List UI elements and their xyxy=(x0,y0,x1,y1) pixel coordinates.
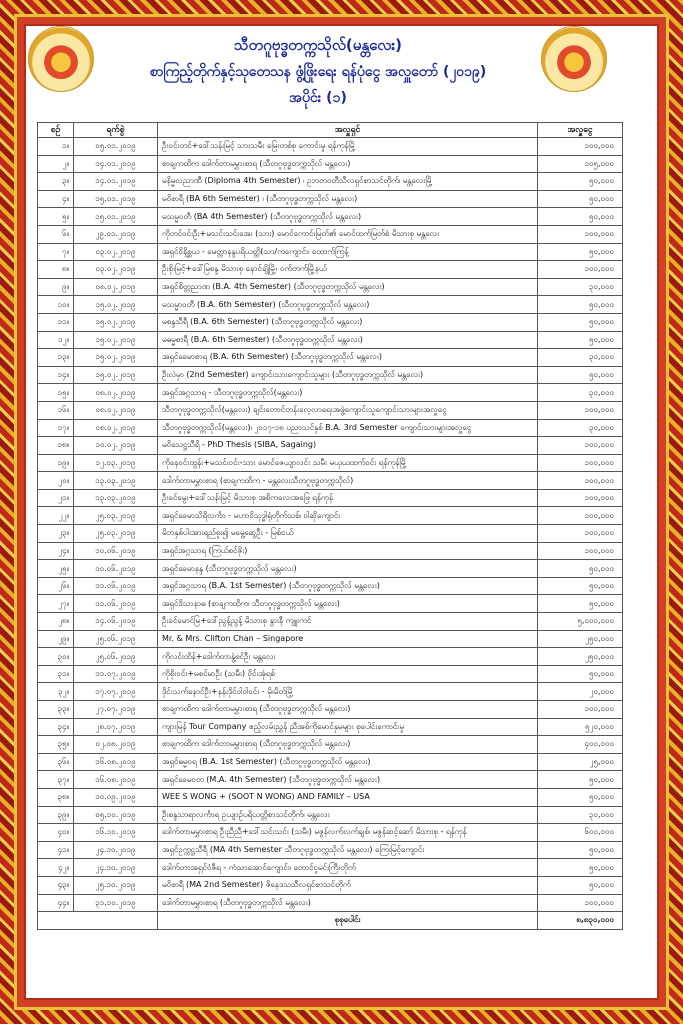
table-row xyxy=(38,736,623,754)
row-number: ၁၅။ xyxy=(38,384,74,402)
row-amount: ၄၀၀,၀၀၀ xyxy=(538,736,623,754)
row-amount: ၅၀,၀၀၀ xyxy=(538,595,623,613)
row-date: ၂၅.၀၃.၂၀၁၉ xyxy=(74,525,158,543)
row-date: ၁၁.၀၆.၂၀၁၉ xyxy=(74,595,158,613)
total-row xyxy=(38,912,623,930)
row-donor: အရှင်အဂ္ဂသာရ - သီတဂူဗုဒ္ဓတက္ကသိုလ်(မန္တလေး) xyxy=(158,384,538,402)
row-number: ၂၅။ xyxy=(38,560,74,578)
row-number: ၂၆။ xyxy=(38,577,74,595)
row-amount: ၁၀၀,၀၀၀ xyxy=(538,437,623,455)
row-donor: ဒေါက်တာမမွှားစာရ (သီတဂူဗုဒ္ဓတက္ကသိုလ် မန္တလေး) xyxy=(158,894,538,912)
row-donor: မိဘနှစ်ပါးအားရည်စူး၍ မမွေ့ဆွေဦး - မြစ်ငယ် xyxy=(158,525,538,543)
row-donor: သီတဂူဗုဒ္ဓတက္ကသိုလ်(မန္တလေး) ချင်းတောင်တန်းလေ့လာရေးအဖွဲ့ကျောင်းသူကျောင်းသားများအလှူငွေ xyxy=(158,401,538,419)
table-row xyxy=(38,753,623,771)
row-donor: ကျားမြန် Tour Company ဧည့်လမ်းညွှန် ညီအစ်ကိုမောင်နှမများ စုပေါင်းကောင်းမှု xyxy=(158,718,538,736)
row-donor: ဦးစိုးမြင့်+ဒေါ်မြစန္ဒ မိသားစု နောင်ချိုမြို့၊ ဝက်တက်မြို့နယ် xyxy=(158,261,538,279)
row-date: ၁၅.၀၂.၂၀၁၉ xyxy=(74,313,158,331)
row-donor: ကိုတင်ဝင်းဦး+မသင်းသင်းအေး (သား) မောင်ကောင်းမြတ်၏ မောင်ထက်မြတ်စံ မိသားစု မန္တလေး xyxy=(158,225,538,243)
row-number: ၁၄။ xyxy=(38,366,74,384)
row-donor: ဦးစန္ဒသာရာလင်္ကာရ ဥယျာဉ်ပရိယတ္တိစာသင်တိုက်၊ မန္တလေး xyxy=(158,806,538,824)
row-amount: ၅၀,၀၀၀ xyxy=(538,560,623,578)
row-date: ၂၉.၀၁.၂၀၁၉ xyxy=(74,225,158,243)
row-number: ၁၉။ xyxy=(38,454,74,472)
row-donor: မဝိသေဋ္ဌသီရိ - PhD Thesis (SIBA, Sagaing) xyxy=(158,437,538,455)
donation-table xyxy=(37,122,623,930)
row-donor: မဝိစာရီ (BA 6th Semester) ၊ (သီတဂူဗုဒ္ဓတက္ကသိုလ် မန္တလေး) xyxy=(158,190,538,208)
row-date: ၁၅.၀၂.၂၀၁၉ xyxy=(74,296,158,314)
row-number: ၃၈။ xyxy=(38,788,74,806)
total-blank xyxy=(38,912,74,930)
table-row xyxy=(38,401,623,419)
row-date: ၂၅.၀၃.၂၀၁၉ xyxy=(74,507,158,525)
row-number: ၉။ xyxy=(38,278,74,296)
row-date: ၁၅.၀၂.၂၀၁၉ xyxy=(74,331,158,349)
row-amount: ၂၅၀,၀၀၀ xyxy=(538,648,623,666)
row-date: ၁၆.၀၈.၂၀၁၉ xyxy=(74,771,158,789)
table-row xyxy=(38,806,623,824)
row-donor: အရှင်ဥက္ကဋ္ဌသီရီ (MA 4th Semester သီတဂူဗုဒ္ဓတက္ကသိုလ် မန္တလေး) ကြေးမြင့်ကျောင်း xyxy=(158,841,538,859)
row-donor: ဒိုင်းသက်နောင်ဦး+နန်းဒိုင်ဝါဝါဝင်း - မိုးမိတ်မြို့ xyxy=(158,683,538,701)
row-amount: ၁၀၀,၀၀၀ xyxy=(538,401,623,419)
row-amount: ၅၀,၀၀၀ xyxy=(538,665,623,683)
row-date: ၁၄.၀၆.၂၀၁၉ xyxy=(74,613,158,631)
row-date: ၁၆.၁၀.၂၀၁၉ xyxy=(74,824,158,842)
header-amount: အလှူငွေ xyxy=(538,123,623,138)
row-number: ၂၂။ xyxy=(38,507,74,525)
row-donor: WEE S WONG + (SOOT N WONG) AND FAMILY – USA xyxy=(158,788,538,806)
header-donor: အလှူရှင် xyxy=(158,123,538,138)
row-number: ၃၄။ xyxy=(38,718,74,736)
row-donor: ဦးဝင်းတင်+ဒေါ်သန်းမြင့် သားသမီး မြေးတစ်စု ကောင်းမှု ရန်ကုန်မြို့ xyxy=(158,138,538,156)
total-label: စုစုပေါင်း xyxy=(158,912,538,930)
row-number: ၃၃။ xyxy=(38,701,74,719)
table-row xyxy=(38,613,623,631)
row-date: ၂၅.၀၆.၂၀၁၉ xyxy=(74,630,158,648)
row-number: ၆။ xyxy=(38,225,74,243)
table-row xyxy=(38,437,623,455)
row-donor: ကိုနေဝင်းထွန်း+မသင်းဝင်း-သား မောင်ဇေယျာလင်း သမီး မယုယထက်ဝင်း ရန်ကုန်မြို့ xyxy=(158,454,538,472)
row-amount: ၁၀၀,၀၀၀ xyxy=(538,701,623,719)
row-date: ၂၇.၀၇.၂၀၁၉ xyxy=(74,701,158,719)
table-row xyxy=(38,630,623,648)
row-donor: မစန္ဒသီရီ (B.A. 6th Semester) (သီတဂူဗုဒ္ဓတက္ကသိုလ် မန္တလေး) xyxy=(158,313,538,331)
row-number: ၃၁။ xyxy=(38,665,74,683)
row-donor: မဝိစာရီ (MA 2nd Semester) ဇိနေဒသသီလရှင်စာသင်တိုက် xyxy=(158,876,538,894)
header-date: ရက်စွဲ xyxy=(74,123,158,138)
row-number: ၃။ xyxy=(38,173,74,191)
table-row xyxy=(38,366,623,384)
row-number: ၄၄။ xyxy=(38,894,74,912)
row-amount: ၂၀,၀၀၀ xyxy=(538,683,623,701)
row-amount: ၁၀၀,၀၀၀ xyxy=(538,472,623,490)
row-number: ၁။ xyxy=(38,138,74,156)
row-donor: အရှင်အဂ္ဂသာရ (ကြယ်စင်ဇိုး) xyxy=(158,542,538,560)
row-number: ၁၀။ xyxy=(38,296,74,314)
row-amount: ၃၀,၀၀၀ xyxy=(538,384,623,402)
row-number: ၂၇။ xyxy=(38,595,74,613)
row-donor: ဒေါက်တာမမွှားစာရ (စာချကထိက - မန္တလေးသီတဂူဗုဒ္ဓတက္ကသိုလ်) xyxy=(158,472,538,490)
row-date: ၁၅.၀၂.၂၀၁၉ xyxy=(74,366,158,384)
row-amount: ၅၀,၀၀၀ xyxy=(538,208,623,226)
table-row xyxy=(38,718,623,736)
row-donor: ဒေါက်တာမမွှားစာရ ဦးညီညီ+ဒေါ်သင်းသင်း (သမီး) မဇွန်လက်လက်ချစ်၊ မဇွန်ဆင့်ဆော် မိသားစု - ရန်ကုန် xyxy=(158,824,538,842)
row-donor: အရှင်ခေမာနန္ဒ (သီတဂူဗုဒ္ဓတက္ကသိုလ် မန္တလေး) xyxy=(158,560,538,578)
table-row xyxy=(38,876,623,894)
row-amount: ၅၂၀,၀၀၀ xyxy=(538,718,623,736)
row-donor: မဓမ္မစာရီ (B.A. 6th Semester) (သီတဂူဗုဒ္ဓတက္ကသိုလ် မန္တလေး) xyxy=(158,331,538,349)
row-donor: အရှင်ခေမာစာရ (B.A. 6th Semester) (သီတဂူဗုဒ္ဓတက္ကသိုလ် မန္တလေး) xyxy=(158,349,538,367)
row-date: ၂၈.၀၇.၂၀၁၉ xyxy=(74,718,158,736)
table-row xyxy=(38,173,623,191)
university-seal-left-icon xyxy=(28,26,94,92)
row-amount: ၁၀၀,၀၀၀ xyxy=(538,489,623,507)
row-amount: ၁၀၀,၀၀၀ xyxy=(538,454,623,472)
row-date: ၀၃.၀၂.၂၀၁၉ xyxy=(74,261,158,279)
row-amount: ၂၅,၀၀၀ xyxy=(538,753,623,771)
row-amount: ၁၀၀,၀၀၀ xyxy=(538,261,623,279)
table-row xyxy=(38,841,623,859)
row-number: ၂။ xyxy=(38,155,74,173)
row-amount: ၁၀၀,၀၀၀ xyxy=(538,138,623,156)
row-number: ၄၃။ xyxy=(38,876,74,894)
table-row xyxy=(38,419,623,437)
row-donor: စာချကထိက ဒေါက်တာမမွှားစာရ (သီတဂူဗုဒ္ဓတက္ကသိုလ် မန္တလေး) xyxy=(158,155,538,173)
row-number: ၃၅။ xyxy=(38,736,74,754)
table-row xyxy=(38,208,623,226)
table-row xyxy=(38,296,623,314)
row-donor: အရှင်ခေမာသိရိလင်္ကာ - မဟာဝိသုဒ္ဓါရုံတိုက်သစ်၊ ဝါဆိုကျောင်း xyxy=(158,507,538,525)
row-donor: ဦးခင်မောင်မြ+ဒေါ်ညွန့်ညွန့် မိသားစု နွားနီ ကျူးကင် xyxy=(158,613,538,631)
row-date: ၀၈.၀၂.၂၀၁၉ xyxy=(74,401,158,419)
row-date: ၁၀.၀၆.၂၀၁၉ xyxy=(74,560,158,578)
table-row xyxy=(38,384,623,402)
table-row xyxy=(38,261,623,279)
row-number: ၃၉။ xyxy=(38,806,74,824)
table-row xyxy=(38,472,623,490)
row-amount: ၆၀၀,၀၀၀ xyxy=(538,824,623,842)
row-date: ၁၅.၀၂.၂၀၁၉ xyxy=(74,349,158,367)
total-blank xyxy=(74,912,158,930)
row-donor: အရှင်ဓမ္မဝရ (B.A. 1st Semester) (သီတဂူဗုဒ္ဓတက္ကသိုလ် မန္တလေး) xyxy=(158,753,538,771)
row-number: ၂၈။ xyxy=(38,613,74,631)
row-amount: ၅၀,၀၀၀ xyxy=(538,313,623,331)
row-donor: အရှင်ခေမဝတ (M.A. 4th Semester) (သီတဂူဗုဒ္ဓတက္ကသိုလ် မန္တလေး) xyxy=(158,771,538,789)
row-number: ၈။ xyxy=(38,261,74,279)
table-row xyxy=(38,648,623,666)
row-donor: အရှင်ဝိနိစ္ဆယ - မေတ္တာနန္ဒပရိယတ္တိ(သာ/ကကျောင်း၊ ထောက်ကြန့် xyxy=(158,243,538,261)
table-row xyxy=(38,138,623,156)
row-donor: စာချကထိက ဒေါက်တာမမွှားစာရ (သီတဂူဗုဒ္ဓတက္ကသိုလ် မန္တလေး) xyxy=(158,736,538,754)
row-number: ၄။ xyxy=(38,190,74,208)
row-amount: ၅၀,၀၀၀ xyxy=(538,788,623,806)
row-amount: ၅၀,၀၀၀ xyxy=(538,577,623,595)
row-date: ၃၁.၁၀.၂၀၁၉ xyxy=(74,894,158,912)
row-amount: ၅၀,၀၀၀ xyxy=(538,190,623,208)
row-number: ၁၇။ xyxy=(38,419,74,437)
table-row xyxy=(38,278,623,296)
row-date: ၁၀.၀၉.၂၀၁၉ xyxy=(74,788,158,806)
row-donor: မသမ္မာဝတီ (B.A. 6th Semester) (သီတဂူဗုဒ္ဓတက္ကသိုလ် မန္တလေး) xyxy=(158,296,538,314)
row-amount: ၅၀,၀၀၀ xyxy=(538,331,623,349)
row-date: ၂၄.၁၀.၂၀၁၉ xyxy=(74,859,158,877)
table-header-row xyxy=(38,123,623,138)
row-number: ၂၉။ xyxy=(38,630,74,648)
row-donor: Mr. & Mrs. Clifton Chan – Singapore xyxy=(158,630,538,648)
table-row xyxy=(38,489,623,507)
table-row xyxy=(38,771,623,789)
row-number: ၂၄။ xyxy=(38,542,74,560)
table-row xyxy=(38,542,623,560)
row-number: ၁၈။ xyxy=(38,437,74,455)
row-amount: ၅၀,၀၀၀ xyxy=(538,771,623,789)
row-amount: ၁၀၀,၀၀၀ xyxy=(538,507,623,525)
row-donor: ဦးလဲမှာ (2nd Semester) ကျောင်းသားကျောင်းသူများ (သီတဂူဗုဒ္ဓတက္ကသိုလ် မန္တလေး) xyxy=(158,366,538,384)
row-number: ၄၀။ xyxy=(38,824,74,842)
row-number: ၁၁။ xyxy=(38,313,74,331)
row-date: ၁၇.၀၇.၂၀၁၉ xyxy=(74,683,158,701)
row-date: ၁၃.၀၃.၂၀၁၉ xyxy=(74,489,158,507)
row-number: ၃၇။ xyxy=(38,771,74,789)
row-date: ၁၅.၀၁.၂၀၁၉ xyxy=(74,190,158,208)
row-amount: ၁၀၀,၀၀၀ xyxy=(538,894,623,912)
table-row xyxy=(38,190,623,208)
table-row xyxy=(38,349,623,367)
row-date: ၁၆.၀၈.၂၀၁၉ xyxy=(74,753,158,771)
table-row xyxy=(38,454,623,472)
row-date: ၁၁.၀၇.၂၀၁၉ xyxy=(74,665,158,683)
row-date: ၂၄.၁၀.၂၀၁၉ xyxy=(74,841,158,859)
row-date: ၀၃.၀၂.၂၀၁၉ xyxy=(74,243,158,261)
table-row xyxy=(38,577,623,595)
page-title: သီတဂူဗုဒ္ဓတက္ကသိုလ်(မန္တလေး) xyxy=(234,36,402,54)
table-row xyxy=(38,225,623,243)
row-number: ၄၂။ xyxy=(38,859,74,877)
row-date: ၁၄.၀၁.၂၀၁၉ xyxy=(74,155,158,173)
row-donor: ဒေါက်တာအရှင်ဝံဇီရ - ကံသာအောင်ကျောင်း၊ တောင်ငူမင်းကြီးတိုက် xyxy=(158,859,538,877)
section-label: အပိုင်း (၁) xyxy=(289,90,347,106)
row-number: ၁၂။ xyxy=(38,331,74,349)
row-amount: ၅၀,၀၀၀ xyxy=(538,841,623,859)
table-row xyxy=(38,894,623,912)
row-date: ၁၀.၀၆.၂၀၁၉ xyxy=(74,542,158,560)
row-amount: ၅၀,၀၀၀ xyxy=(538,876,623,894)
row-donor: ကိုလင်းထိန်+ဒေါက်တာနွဲ့စင်ဦး မန္တလေး xyxy=(158,648,538,666)
row-number: ၁၆။ xyxy=(38,401,74,419)
row-date: ၀၈.၀၂.၂၀၁၉ xyxy=(74,384,158,402)
row-donor: မနိမ္မလညာဏီ (Diploma 4th Semester) ၊ ဥဘတ၀တီသီလရှင်စာသင်တိုက်၊ မန္တလေးမြို့ xyxy=(158,173,538,191)
row-donor: ကိုစိုးဝင်း+မစင်မာဦး (သမီး) ဝိုင်းအုံရစ် xyxy=(158,665,538,683)
row-amount: ၅၀,၀၀၀ xyxy=(538,859,623,877)
table-row xyxy=(38,331,623,349)
table-row xyxy=(38,859,623,877)
table-row xyxy=(38,665,623,683)
row-date: ၁၅.၀၁.၂၀၁၉ xyxy=(74,208,158,226)
page-subtitle: စာကြည့်တိုက်နှင့်သုတေသန ဖွံ့ဖြိုးရေး ရန်ပုံငွေ အလှူတော် (၂၀၁၉) xyxy=(149,64,487,80)
table-row xyxy=(38,243,623,261)
row-amount: ၅၀,၀၀၀ xyxy=(538,366,623,384)
table-row xyxy=(38,595,623,613)
row-amount: ၃၀,၀၀၀ xyxy=(538,349,623,367)
row-donor: သီတဂူဗုဒ္ဓတက္ကသိုလ်(မန္တလေး)၊ ၂၀၁၇-၁၈ ပညာသင်နှစ် B.A. 3rd Semester ကျောင်းသားများအလှူငွေ xyxy=(158,419,538,437)
row-date: ၁၀.၀၂.၂၀၁၉ xyxy=(74,437,158,455)
row-amount: ၅၀,၀၀၀ xyxy=(538,243,623,261)
table-row xyxy=(38,824,623,842)
row-number: ၅။ xyxy=(38,208,74,226)
row-donor: စာချကထိက ဒေါက်တာမမွှားစာရ (သီတဂူဗုဒ္ဓတက္ကသိုလ် မန္တလေး) xyxy=(158,701,538,719)
row-donor: အရှင်ဒိသာနာဓ (စာချကထိက၊ သီတဂူဗုဒ္ဓတက္ကသိုလ် မန္တလေး) xyxy=(158,595,538,613)
row-date: ၀၈.၀၂.၂၀၁၉ xyxy=(74,278,158,296)
row-amount: ၃၀,၀၀၀ xyxy=(538,278,623,296)
total-amount: ၈,၈၃၀,၀၀၀ xyxy=(538,912,623,930)
row-amount: ၂၅၀,၀၀၀ xyxy=(538,630,623,648)
row-number: ၂၀။ xyxy=(38,472,74,490)
row-number: ၇။ xyxy=(38,243,74,261)
table-row xyxy=(38,507,623,525)
row-amount: ၅၀,၀၀၀ xyxy=(538,173,623,191)
row-date: ၁၄.၀၁.၂၀၁၉ xyxy=(74,173,158,191)
row-amount: ၁၀၀,၀၀၀ xyxy=(538,525,623,543)
row-donor: အရှင်စိတ္တညာဏ (B.A. 4th Semester) (သီတဂူဗုဒ္ဓတက္ကသိုလ် မန္တလေး) xyxy=(158,278,538,296)
row-number: ၂၃။ xyxy=(38,525,74,543)
row-amount: ၁၀၀,၀၀၀ xyxy=(538,225,623,243)
row-date: ၀၅.၁၀.၂၀၁၉ xyxy=(74,806,158,824)
row-date: ၁၂.၀၃.၂၀၁၉ xyxy=(74,454,158,472)
row-donor: အရှင်အဂ္ဂသာရ (B.A. 1st Semester) (သီတဂူဗုဒ္ဓတက္ကသိုလ် မန္တလေး) xyxy=(158,577,538,595)
row-date: ၀၅.၀၁.၂၀၁၉ xyxy=(74,138,158,156)
table-row xyxy=(38,560,623,578)
row-number: ၃၂။ xyxy=(38,683,74,701)
row-donor: ဦးခင်မွေး+ဒေါ်သန်းမြင့် မိသားစု အစိကလေးအဖြေ ရန်ကုန် xyxy=(158,489,538,507)
row-amount: ၃၀,၀၀၀ xyxy=(538,419,623,437)
row-date: ၂၅.၀၆.၂၀၁၉ xyxy=(74,648,158,666)
row-number: ၃၀။ xyxy=(38,648,74,666)
table-row xyxy=(38,788,623,806)
row-number: ၄၁။ xyxy=(38,841,74,859)
row-date: ၀၂.၀၈.၂၀၁၉ xyxy=(74,736,158,754)
table-row xyxy=(38,313,623,331)
row-date: ၂၅.၁၀.၂၀၁၉ xyxy=(74,876,158,894)
row-date: ၁၁.၀၆.၂၀၁၉ xyxy=(74,577,158,595)
row-date: ၀၈.၀၂.၂၀၁၉ xyxy=(74,419,158,437)
row-amount: ၃၀,၀၀၀ xyxy=(538,806,623,824)
table-row xyxy=(38,155,623,173)
row-donor: မသမ္မဝတီ (BA 4th Semester) (သီတဂူဗုဒ္ဓတက္ကသိုလ် မန္တလေး) xyxy=(158,208,538,226)
table-row xyxy=(38,525,623,543)
header-no: စဉ် xyxy=(38,123,74,138)
table-row xyxy=(38,701,623,719)
table-row xyxy=(38,683,623,701)
row-amount: ၁၀၀,၀၀၀ xyxy=(538,542,623,560)
row-number: ၁၃။ xyxy=(38,349,74,367)
row-number: ၂၁။ xyxy=(38,489,74,507)
row-date: ၁၃.၀၃.၂၀၁၉ xyxy=(74,472,158,490)
row-number: ၃၆။ xyxy=(38,753,74,771)
university-seal-right-icon xyxy=(541,26,607,92)
row-amount: ၅၀,၀၀၀ xyxy=(538,296,623,314)
row-amount: ၅,၀၀၀,၀၀၀ xyxy=(538,613,623,631)
row-amount: ၁၀၅,၀၀၀ xyxy=(538,155,623,173)
